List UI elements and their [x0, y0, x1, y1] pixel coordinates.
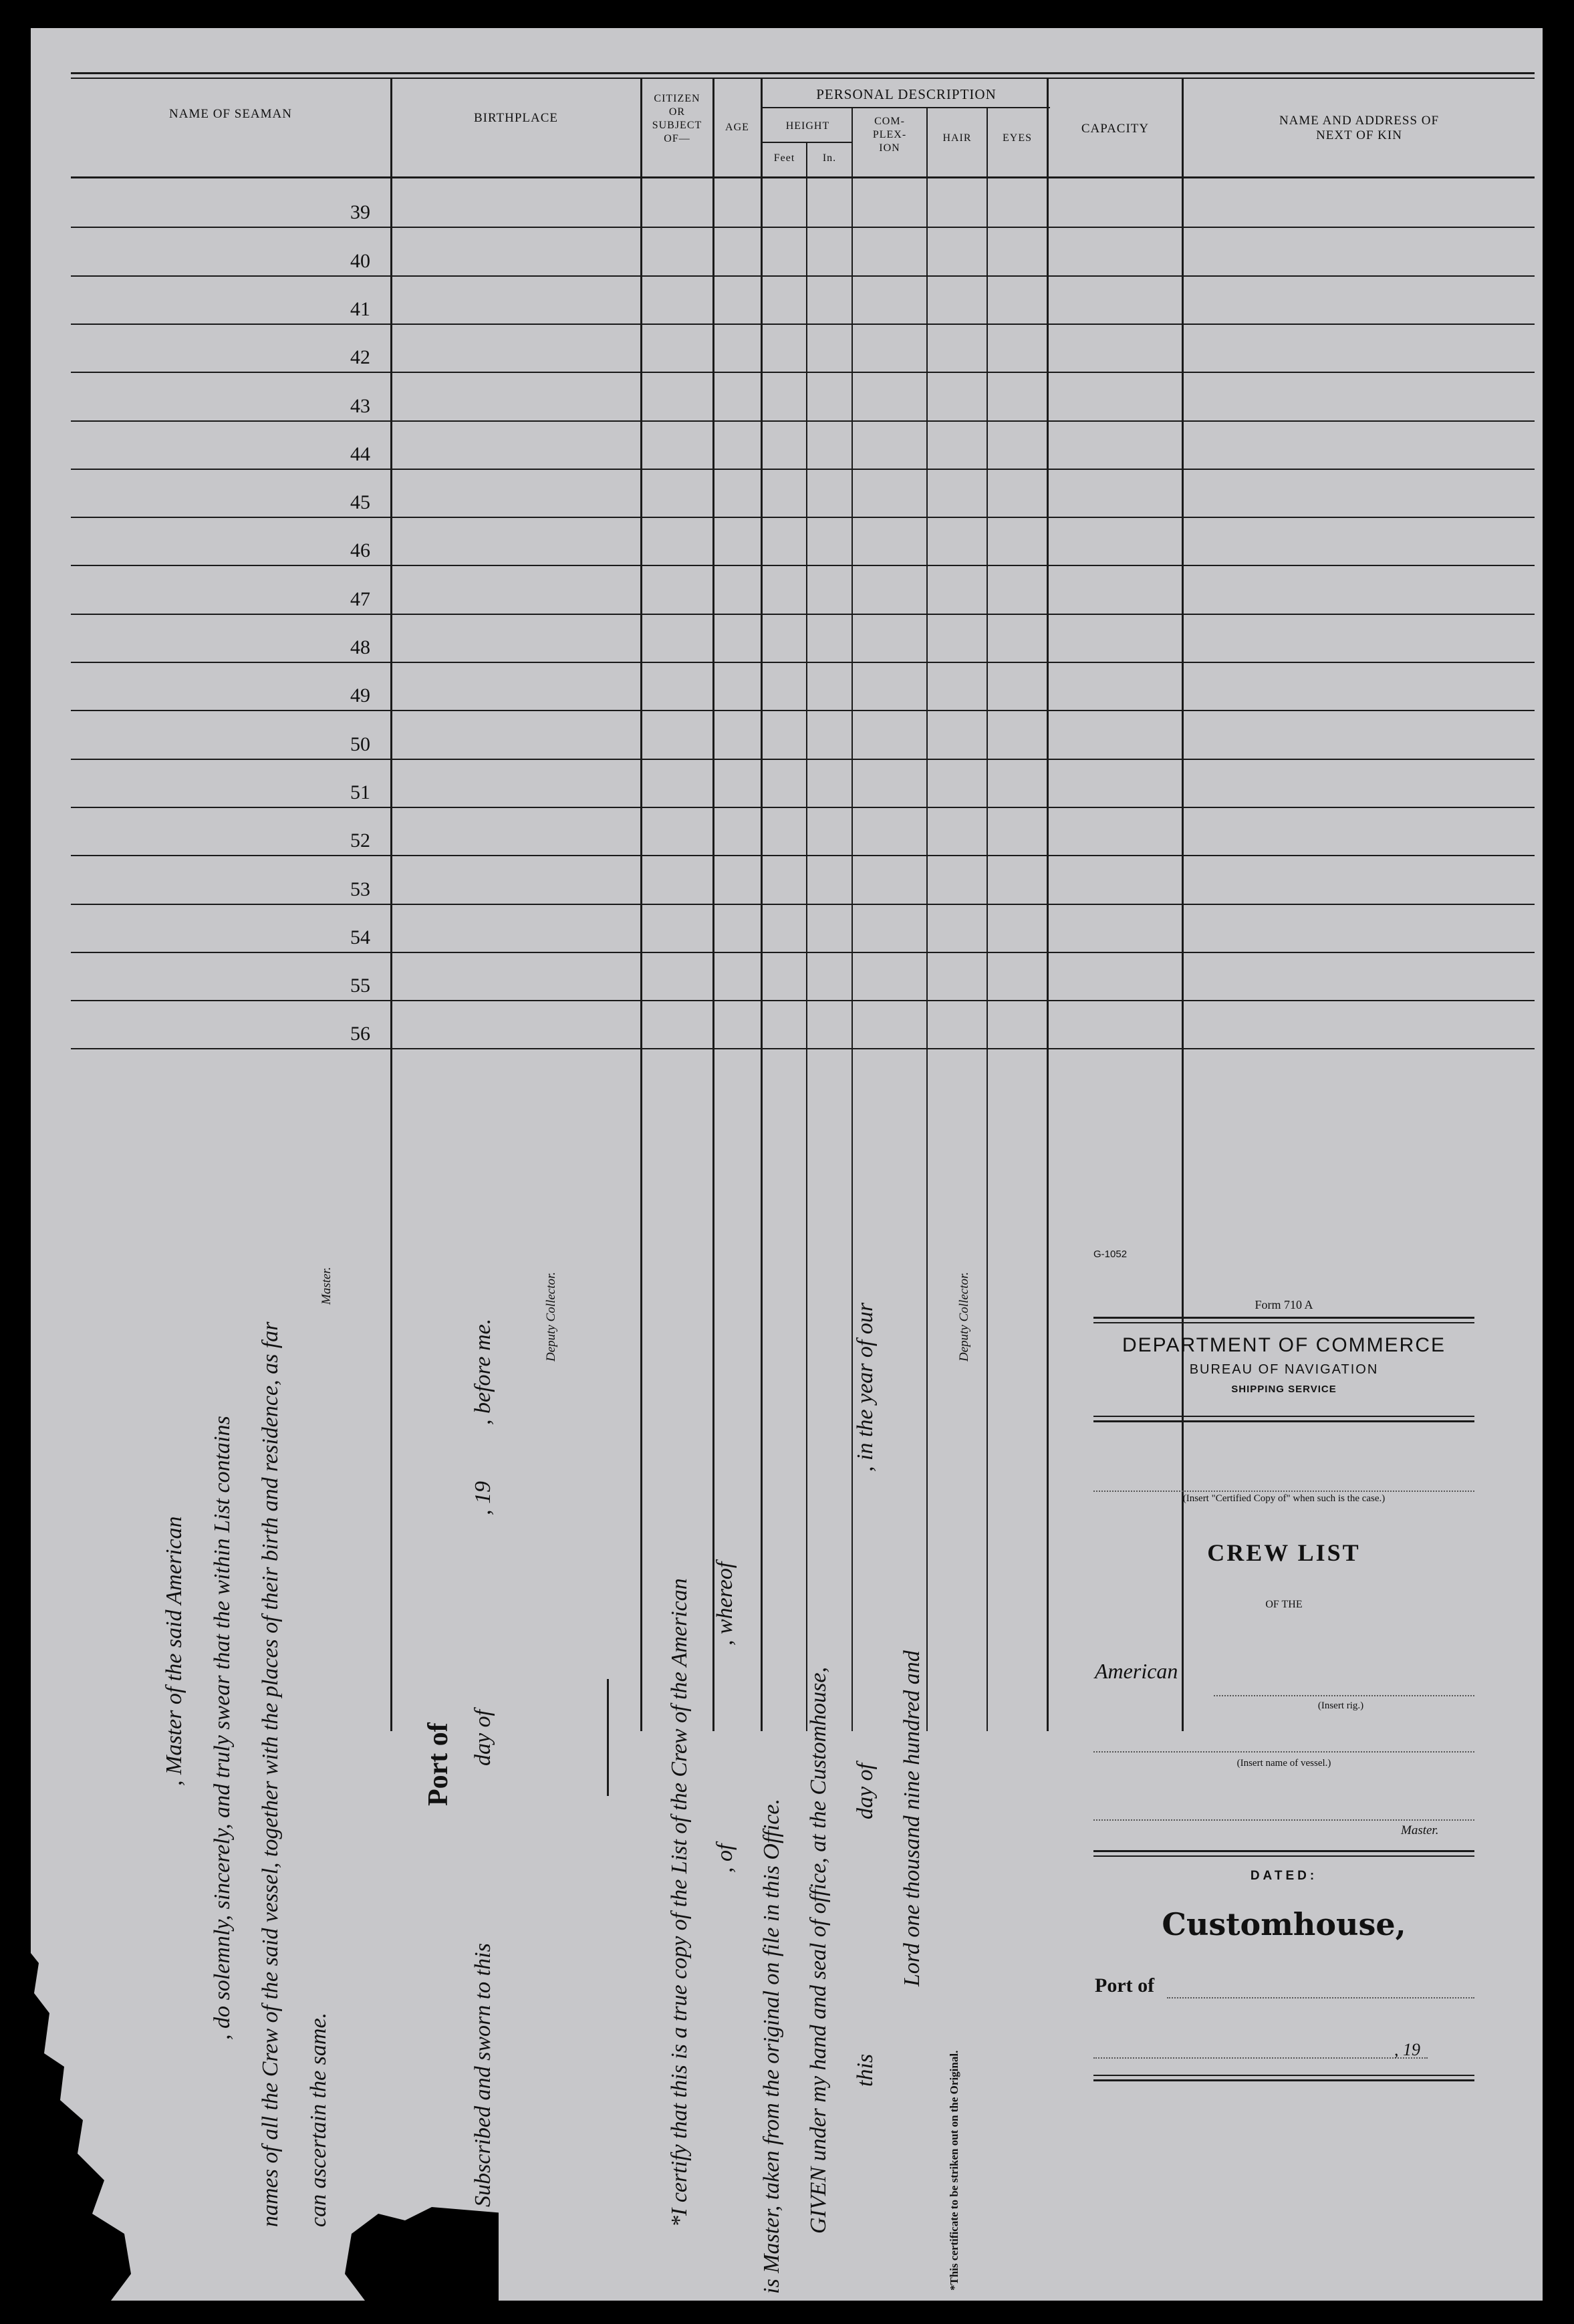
row-number: 42 [350, 346, 370, 368]
table-row [71, 855, 1535, 856]
certificate-line-1: *I certify that this is a true copy of the List of the Crew of the American [667, 1578, 692, 2227]
row-number: 54 [350, 926, 370, 948]
certificate-line-4: GIVEN under my hand and seal of office, at the Customhouse, [806, 1666, 831, 2234]
service-title: SHIPPING SERVICE [1231, 1384, 1337, 1395]
table-row [71, 372, 1535, 373]
row-number: 40 [350, 250, 370, 272]
bureau-title: BUREAU OF NAVIGATION [1189, 1362, 1379, 1377]
row-number: 52 [350, 829, 370, 852]
table-row [71, 904, 1535, 905]
row-number: 47 [350, 588, 370, 610]
table-row [71, 1000, 1535, 1001]
deputy-collector-label-1: Deputy Collector. [544, 1271, 558, 1362]
header-citizen-line: CITIZEN [654, 93, 700, 104]
oath-line-2: , do solemnly, sincerely, and truly swear that the within List contains [210, 1416, 235, 2040]
header-hair: HAIR [942, 132, 972, 144]
row-number: 53 [350, 878, 370, 900]
table-row [71, 614, 1535, 615]
certificate-this-text: this [853, 2053, 878, 2087]
certificate-of-text: , of [712, 1843, 737, 1873]
header-personal-description: PERSONAL DESCRIPTION [816, 86, 997, 102]
table-row [71, 324, 1535, 325]
dated-label: DATED: [1250, 1869, 1318, 1883]
row-number: 55 [350, 975, 370, 997]
department-title: DEPARTMENT OF COMMERCE [1122, 1334, 1446, 1356]
table-row [71, 952, 1535, 953]
row-number: 41 [350, 298, 370, 320]
torn-edge-damage [31, 1900, 499, 2301]
cover-master-label: Master. [1401, 1823, 1439, 1837]
header-citizen-line: SUBJECT [652, 120, 702, 131]
certificate-lord-text: Lord one thousand nine hundred and [900, 1650, 924, 1986]
row-number: 49 [350, 684, 370, 706]
form-number: Form 710 A [1255, 1298, 1313, 1311]
insert-rig-note: (Insert rig.) [1317, 1700, 1364, 1711]
header-feet: Feet [773, 152, 795, 164]
header-complexion-line: COM- [874, 116, 905, 127]
american-label: American [1095, 1659, 1178, 1683]
header-eyes: EYES [1003, 132, 1032, 144]
subscribed-sworn-text: Subscribed and sworn to this [471, 1943, 495, 2207]
header-inches: In. [822, 152, 837, 164]
header-birthplace: BIRTHPLACE [473, 111, 559, 125]
header-capacity: CAPACITY [1081, 122, 1150, 136]
certificate-whereof-text: , whereof [712, 1561, 737, 1646]
certificate-footnote: *This certificate to be striken out on the Original. [948, 2050, 960, 2291]
row-number: 51 [350, 781, 370, 803]
row-number: 46 [350, 539, 370, 561]
header-complexion-line: ION [879, 142, 900, 154]
oath-line-1: , Master of the said American [162, 1516, 186, 1786]
table-row [71, 807, 1535, 808]
deputy-collector-label-2: Deputy Collector. [957, 1271, 971, 1362]
oath-line-3: names of all the Crew of the said vessel, together with the places of their birth and residence, as far [258, 1321, 283, 2227]
table-row [71, 565, 1535, 566]
header-height: HEIGHT [785, 120, 830, 132]
insert-certified-note: (Insert "Certified Copy of" when such is the case.) [1182, 1493, 1386, 1504]
header-complexion-line: PLEX- [872, 129, 907, 140]
insert-name-note: (Insert name of vessel.) [1236, 1758, 1331, 1769]
row-number: 45 [350, 491, 370, 513]
table-row [71, 759, 1535, 760]
certificate-day-of-text: day of [853, 1763, 878, 1819]
header-kin-line: NAME AND ADDRESS OF [1279, 114, 1440, 128]
before-me-text: , before me. [471, 1318, 495, 1425]
row-number: 48 [350, 636, 370, 658]
year-of-our-text: , in the year of our [853, 1302, 878, 1472]
table-row [71, 1048, 1535, 1049]
document-page [31, 28, 1543, 2301]
certificate-line-3: is Master, taken from the original on file in this Office. [759, 1798, 784, 2294]
header-complexion [853, 115, 926, 155]
form-code: G-1052 [1093, 1249, 1128, 1260]
crew-list-title: CREW LIST [1207, 1539, 1361, 1566]
header-name-of-seaman: NAME OF SEAMAN [169, 107, 292, 121]
row-number: 43 [350, 395, 370, 417]
master-signature-label: Master. [319, 1267, 334, 1305]
header-age: AGE [725, 122, 749, 133]
table-row [71, 275, 1535, 277]
day-of-text: day of [471, 1709, 495, 1766]
table-row [71, 517, 1535, 518]
port-of-cover-label: Port of [1095, 1974, 1155, 1996]
table-row [71, 662, 1535, 663]
table-row [71, 227, 1535, 228]
row-number: 56 [350, 1023, 370, 1045]
of-the-text: OF THE [1265, 1599, 1303, 1610]
table-row [71, 469, 1535, 470]
row-number: 39 [350, 201, 370, 223]
header-kin-line: NEXT OF KIN [1316, 128, 1402, 142]
table-row [71, 710, 1535, 711]
customhouse-title: Customhouse, [1162, 1906, 1406, 1942]
row-number: 44 [350, 443, 370, 465]
header-citizen-line: OF— [664, 133, 690, 144]
table-row [71, 420, 1535, 422]
cover-nineteen: , 19 [1394, 2040, 1420, 2059]
oath-line-4: can ascertain the same. [306, 2012, 331, 2227]
header-next-of-kin [1184, 114, 1535, 143]
header-citizen [642, 92, 712, 146]
port-of-label: Port of [423, 1722, 454, 1806]
row-number: 50 [350, 733, 370, 755]
nineteen-text: , 19 [471, 1481, 495, 1515]
header-citizen-line: OR [668, 106, 686, 118]
